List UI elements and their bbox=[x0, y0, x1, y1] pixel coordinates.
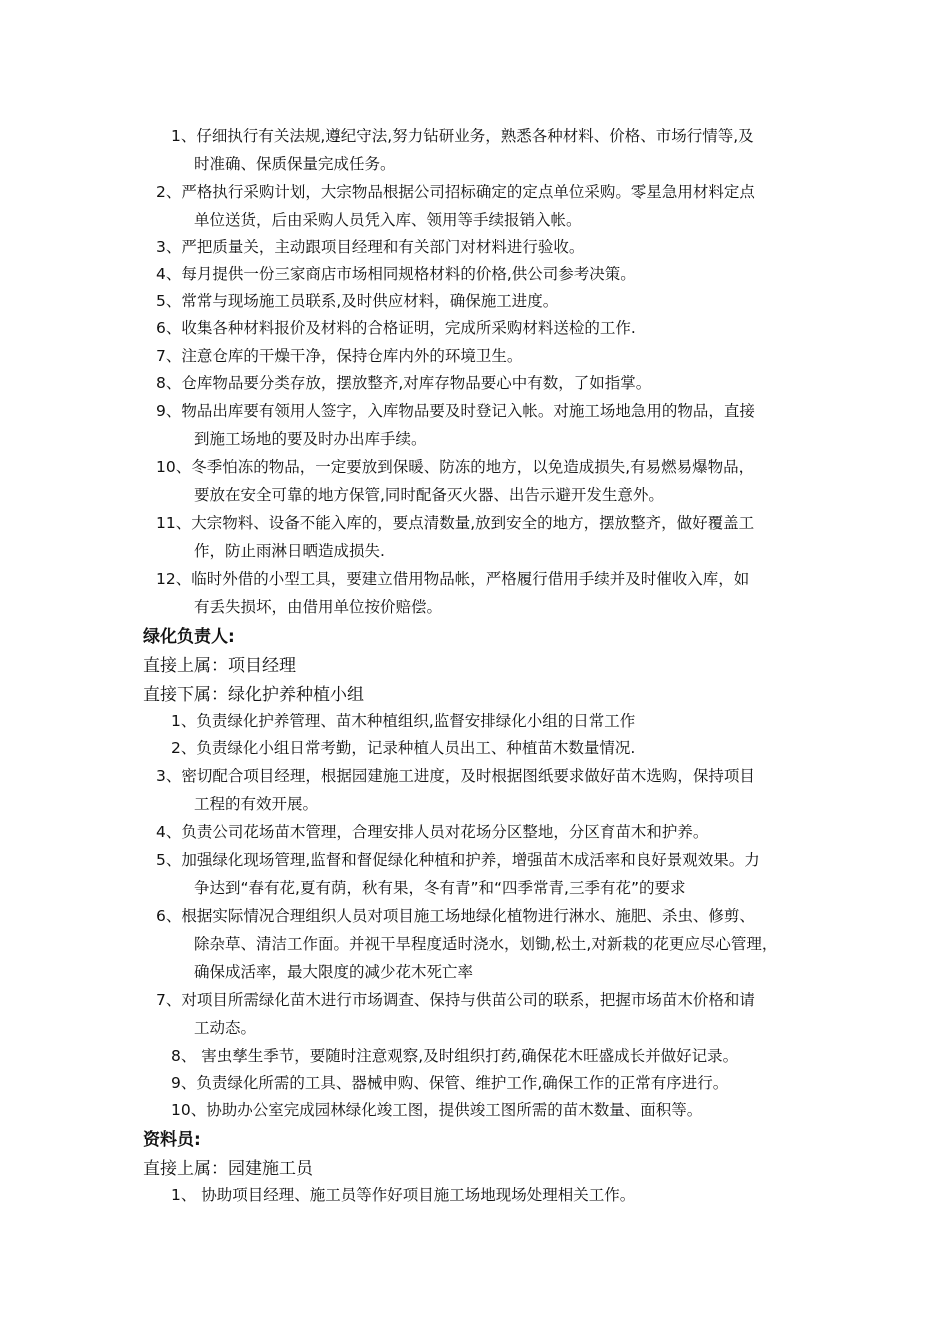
s1-item-4: 4、每月提供一份三家商店市场相同规格材料的价格,供公司参考决策。 bbox=[156, 265, 636, 283]
s2-item-3-line-2: 工程的有效开展。 bbox=[194, 795, 319, 813]
s2-item-5-line-2: 争达到“春有花,夏有荫，秋有果，冬有青”和“四季常青,三季有花”的要求 bbox=[194, 879, 686, 897]
s2-item-9: 9、负责绿化所需的工具、器械申购、保管、维护工作,确保工作的正常有序进行。 bbox=[171, 1074, 729, 1092]
s1-item-1-line-2: 时准确、保质保量完成任务。 bbox=[194, 155, 396, 173]
s1-item-10-line-2: 要放在安全可靠的地方保管,同时配备灭火器、出告示避开发生意外。 bbox=[194, 486, 664, 504]
greening-subordinate: 直接下属：绿化护养种植小组 bbox=[143, 685, 364, 705]
documents-superior: 直接上属：园建施工员 bbox=[143, 1159, 313, 1179]
s2-item-5-line-1: 5、加强绿化现场管理,监督和督促绿化种植和护养，增强苗木成活率和良好景观效果。力 bbox=[156, 851, 760, 869]
s1-item-6: 6、收集各种材料报价及材料的合格证明，完成所采购材料送检的工作. bbox=[156, 319, 636, 337]
s1-item-9-line-1: 9、物品出库要有领用人签字，入库物品要及时登记入帐。对施工场地急用的物品，直接 bbox=[156, 402, 755, 420]
section-heading-documents: 资料员: bbox=[143, 1130, 201, 1150]
s1-item-2-line-1: 2、严格执行采购计划，大宗物品根据公司招标确定的定点单位采购。零星急用材料定点 bbox=[156, 183, 755, 201]
s2-item-6-line-3: 确保成活率，最大限度的减少花木死亡率 bbox=[194, 963, 474, 981]
s2-item-6-line-1: 6、根据实际情况合理组织人员对项目施工场地绿化植物进行淋水、施肥、杀虫、修剪、 bbox=[156, 907, 755, 925]
s2-item-8: 8、 害虫孳生季节，要随时注意观察,及时组织打药,确保花木旺盛成长并做好记录。 bbox=[171, 1047, 739, 1065]
greening-superior: 直接上属：项目经理 bbox=[143, 656, 296, 676]
s1-item-9-line-2: 到施工场地的要及时办出库手续。 bbox=[194, 430, 427, 448]
s1-item-3: 3、严把质量关，主动跟项目经理和有关部门对材料进行验收。 bbox=[156, 238, 585, 256]
s1-item-12-line-1: 12、临时外借的小型工具，要建立借用物品帐，严格履行借用手续并及时催收入库，如 bbox=[156, 570, 750, 588]
s1-item-1-line-1: 1、仔细执行有关法规,遵纪守法,努力钻研业务，熟悉各种材料、价格、市场行情等,及 bbox=[171, 127, 754, 145]
s1-item-7: 7、注意仓库的干燥干净，保持仓库内外的环境卫生。 bbox=[156, 347, 523, 365]
s2-item-1: 1、负责绿化护养管理、苗木种植组织,监督安排绿化小组的日常工作 bbox=[171, 712, 636, 730]
s1-item-10-line-1: 10、冬季怕冻的物品，一定要放到保暖、防冻的地方，以免造成损失,有易燃易爆物品， bbox=[156, 458, 755, 476]
s2-item-10: 10、协助办公室完成园林绿化竣工图，提供竣工图所需的苗木数量、面积等。 bbox=[171, 1101, 703, 1119]
s1-item-11-line-2: 作，防止雨淋日晒造成损失. bbox=[194, 542, 385, 560]
s2-item-3-line-1: 3、密切配合项目经理，根据园建施工进度，及时根据图纸要求做好苗木选购，保持项目 bbox=[156, 767, 755, 785]
s1-item-12-line-2: 有丢失损坏，由借用单位按价赔偿。 bbox=[194, 598, 443, 616]
s1-item-5: 5、常常与现场施工员联系,及时供应材料，确保施工进度。 bbox=[156, 292, 559, 310]
s1-item-8: 8、仓库物品要分类存放，摆放整齐,对库存物品要心中有数，了如指掌。 bbox=[156, 374, 652, 392]
s2-item-7-line-2: 工动态。 bbox=[194, 1019, 257, 1037]
s2-item-2: 2、负责绿化小组日常考勤，记录种植人员出工、种植苗木数量情况. bbox=[171, 739, 636, 757]
s2-item-6-line-2: 除杂草、清洁工作面。并视干旱程度适时浇水，划锄,松土,对新栽的花更应尽心管理， bbox=[194, 935, 778, 953]
s1-item-11-line-1: 11、大宗物料、设备不能入库的，要点清数量,放到安全的地方，摆放整齐，做好覆盖工 bbox=[156, 514, 755, 532]
s2-item-7-line-1: 7、对项目所需绿化苗木进行市场调查、保持与供苗公司的联系，把握市场苗木价格和请 bbox=[156, 991, 755, 1009]
s2-item-4: 4、负责公司花场苗木管理，合理安排人员对花场分区整地，分区育苗木和护养。 bbox=[156, 823, 709, 841]
section-heading-greening: 绿化负责人: bbox=[143, 627, 235, 647]
s3-item-1: 1、 协助项目经理、施工员等作好项目施工场地现场处理相关工作。 bbox=[171, 1186, 636, 1204]
s1-item-2-line-2: 单位送货，后由采购人员凭入库、领用等手续报销入帐。 bbox=[194, 211, 582, 229]
